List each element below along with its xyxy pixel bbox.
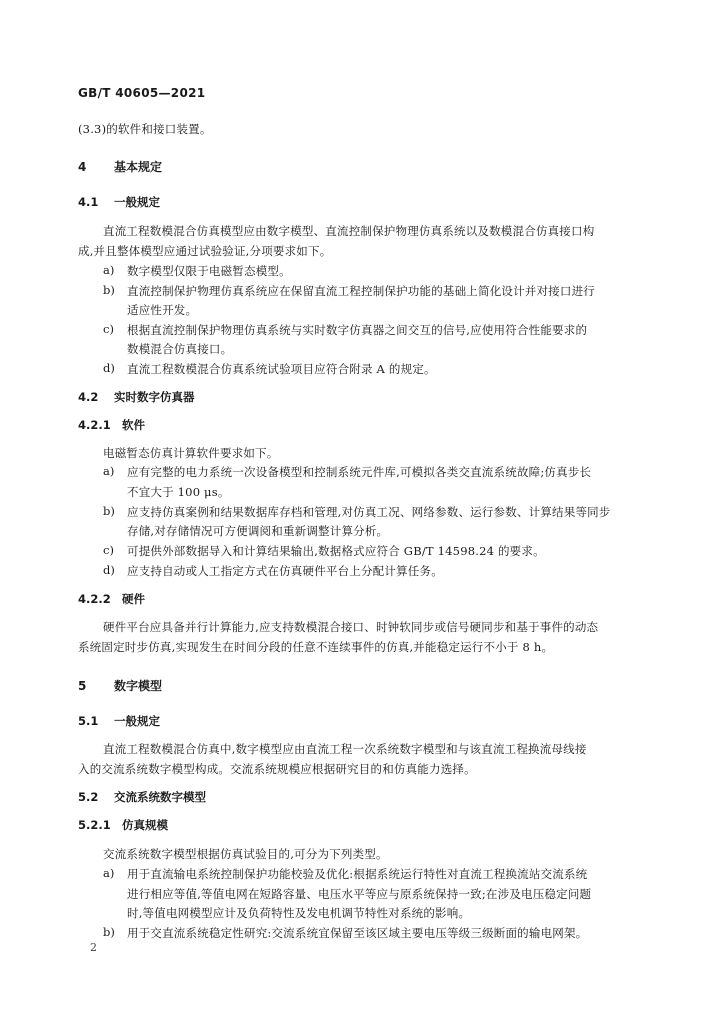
section-number: 4.2 [78,390,99,404]
section-number: 4 [78,160,87,174]
paragraph-line: 直流工程数模混合仿真中,数字模型应由直流工程一次系统数字模型和与该直流工程换流母线接 [103,742,587,756]
section-4-2-1-heading [78,417,145,433]
page-number: 2 [90,941,97,954]
section-number: 4.1 [78,195,99,209]
section-4-1-heading [78,194,160,210]
section-5-1-heading [78,713,160,729]
section-title: 交流系统数字模型 [114,790,206,804]
section-title: 一般规定 [114,714,160,728]
list-label: c) [103,543,114,557]
list-item-text: 进行相应等值,等值电网在短路容量、电压水平等应与原系统保持一致;在涉及电压稳定问题 [127,887,592,901]
list-label: d) [103,361,115,375]
list-label: d) [103,563,115,577]
section-number: 5.1 [78,714,99,728]
paragraph-line: 交流系统数字模型根据仿真试验目的,可分为下列类型。 [103,847,388,861]
list-label: a) [103,464,115,478]
paragraph-line: 系统固定时步仿真,实现发生在时间分段的任意不连续事件的仿真,并能稳定运行不小于 8 h。 [78,640,554,654]
list-item-text: 可提供外部数据导入和计算结果输出,数据格式应符合 GB/T 14598.24 的要求。 [127,544,545,558]
section-5-heading [78,677,162,694]
section-number: 5 [78,679,87,693]
list-label: b) [103,504,115,518]
list-item-text: 应支持自动或人工指定方式在仿真硬件平台上分配计算任务。 [127,564,443,578]
section-4-heading [78,158,162,175]
continuation-text: (3.3)的软件和接口装置。 [78,122,212,136]
section-4-2-heading [78,389,195,405]
section-title: 数字模型 [114,679,163,693]
paragraph-line: 直流工程数模混合仿真模型应由数字模型、直流控制保护物理仿真系统以及数模混合仿真接口构 [103,224,595,238]
section-number: 5.2 [78,790,99,804]
list-item-text: 用于交直流系统稳定性研究:交流系统宜保留至该区域主要电压等级三级断面的输电网架。 [127,926,588,940]
section-title: 实时数字仿真器 [114,390,195,404]
section-title: 仿真规模 [122,818,168,832]
section-5-2-1-heading [78,817,168,833]
list-label: a) [103,866,115,880]
list-item-text: 应有完整的电力系统一次设备模型和控制系统元件库,可模拟各类交直流系统故障;仿真步长 [127,465,592,479]
list-item-text: 直流工程数模混合仿真系统试验项目应符合附录 A 的规定。 [127,362,436,376]
list-label: c) [103,322,114,336]
list-label: a) [103,263,115,277]
list-label: b) [103,925,115,939]
section-title: 基本规定 [114,160,163,174]
paragraph-line: 硬件平台应具备并行计算能力,应支持数模混合接口、时钟软同步或信号硬同步和基于事件的动态 [103,620,599,634]
list-item-text: 不宜大于 100 μs。 [127,485,230,499]
list-item-text: 适应性开发。 [127,303,198,317]
list-item-text: 数字模型仅限于电磁暂态模型。 [127,264,291,278]
paragraph-line: 入的交流系统数字模型构成。交流系统规模应根据研究目的和仿真能力选择。 [78,762,476,776]
list-item-text: 用于直流输电系统控制保护功能校验及优化:根据系统运行特性对直流工程换流站交流系统 [127,867,588,881]
paragraph-line: 成,并且整体模型应通过试验验证,分项要求如下。 [78,244,332,258]
section-number: 4.2.1 [78,418,111,432]
section-4-2-2-heading [78,591,145,607]
list-item-text: 直流控制保护物理仿真系统应在保留直流工程控制保护功能的基础上简化设计并对接口进行 [127,284,595,298]
section-title: 硬件 [122,592,145,606]
section-number: 4.2.2 [78,592,111,606]
section-5-2-heading [78,789,206,805]
list-label: b) [103,283,115,297]
section-title: 软件 [122,418,145,432]
section-title: 一般规定 [114,195,160,209]
list-item-text: 时,等值电网模型应计及负荷特性及发电机调节特性对系统的影响。 [127,906,471,920]
list-item-text: 根据直流控制保护物理仿真系统与实时数字仿真器之间交互的信号,应使用符合性能要求的 [127,323,588,337]
paragraph-line: 电磁暂态仿真计算软件要求如下。 [103,446,279,460]
standard-number: GB/T 40605—2021 [78,86,206,100]
list-item-text: 存储,对存储情况可方便调阅和重新调整计算分析。 [127,524,389,538]
list-item-text: 应支持仿真案例和结果数据库存档和管理,对仿真工况、网络参数、运行参数、计算结果等同步 [127,505,611,519]
list-item-text: 数模混合仿真接口。 [127,342,233,356]
section-number: 5.2.1 [78,818,111,832]
